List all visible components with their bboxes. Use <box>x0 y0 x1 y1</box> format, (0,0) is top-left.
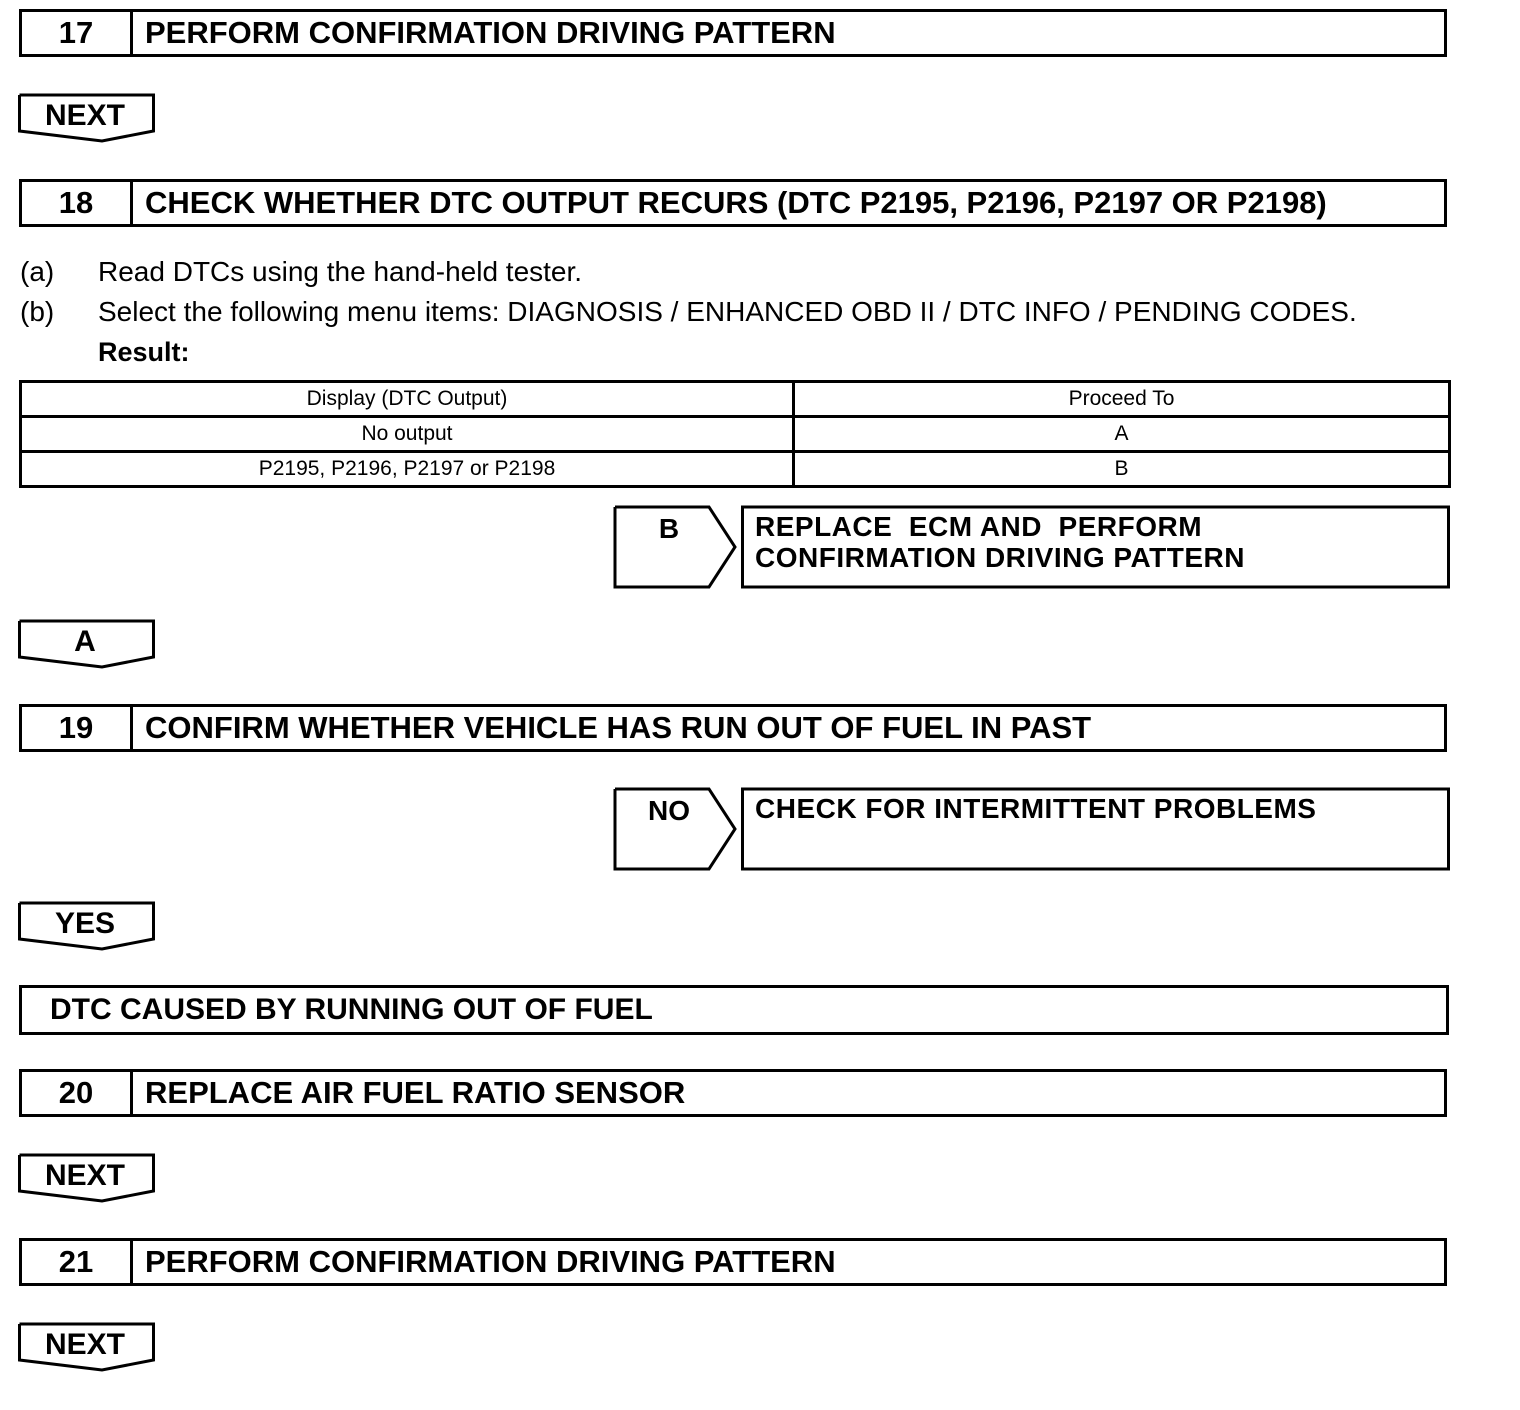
table-header-row <box>21 382 1450 417</box>
step-number: 17 <box>22 12 133 54</box>
step-number: 18 <box>22 182 133 224</box>
result-table <box>19 380 1451 488</box>
a-flow-tab <box>18 619 156 671</box>
table-cell: P2195, P2196, P2197 or P2198 <box>21 452 794 487</box>
table-cell: No output <box>21 417 794 452</box>
table-row <box>21 452 1450 487</box>
step-number: 19 <box>22 707 133 749</box>
step-number: 20 <box>22 1072 133 1114</box>
step-18-box <box>19 179 1447 227</box>
table-row <box>21 417 1450 452</box>
branch-label: NO <box>648 795 690 826</box>
branch-no <box>613 787 1451 871</box>
result-label: Result: <box>98 337 190 367</box>
step-title: PERFORM CONFIRMATION DRIVING PATTERN <box>145 1244 836 1279</box>
instruction-label: (b) <box>20 296 55 327</box>
flow-tab-label: YES <box>54 907 116 940</box>
branch-label: B <box>658 513 680 544</box>
instruction-label: (a) <box>20 256 55 287</box>
table-cell: A <box>794 417 1450 452</box>
instruction-text: Read DTCs using the hand-held tester. <box>98 256 583 287</box>
table-header: Proceed To <box>794 382 1450 417</box>
step-21-box <box>19 1238 1447 1286</box>
step-title: REPLACE AIR FUEL RATIO SENSOR <box>145 1075 686 1110</box>
branch-action-text <box>755 793 1317 824</box>
table-cell: B <box>794 452 1450 487</box>
step-title: CHECK WHETHER DTC OUTPUT RECURS (DTC P2195, P2196, P2197 OR P2198) <box>145 185 1327 220</box>
yes-flow-tab <box>18 901 156 953</box>
step-20-box <box>19 1069 1447 1117</box>
flow-tab-label: NEXT <box>44 1159 125 1192</box>
next-flow-tab <box>18 1322 156 1374</box>
next-flow-tab <box>18 1153 156 1205</box>
step-number: 21 <box>22 1241 133 1283</box>
branch-action-text <box>755 511 1245 573</box>
step-19-box <box>19 704 1447 752</box>
instruction-text: Select the following menu items: DIAGNOSIS / ENHANCED OBD II / DTC INFO / PENDING CODES. <box>98 296 1357 327</box>
table-header: Display (DTC Output) <box>21 382 794 417</box>
branch-action-line: CONFIRMATION DRIVING PATTERN <box>755 542 1245 573</box>
step-17-box <box>19 9 1447 57</box>
flow-tab-label: A <box>74 625 96 658</box>
flow-tab-label: NEXT <box>44 1328 125 1361</box>
step-title: CONFIRM WHETHER VEHICLE HAS RUN OUT OF FUEL IN PAST <box>145 710 1092 745</box>
branch-action-line: CHECK FOR INTERMITTENT PROBLEMS <box>755 793 1317 824</box>
flow-tab-label: NEXT <box>44 99 125 132</box>
step-title: PERFORM CONFIRMATION DRIVING PATTERN <box>145 15 836 50</box>
branch-action-line: REPLACE ECM AND PERFORM <box>755 511 1203 542</box>
branch-b <box>613 505 1451 589</box>
next-flow-tab <box>18 93 156 145</box>
conclusion-box: DTC CAUSED BY RUNNING OUT OF FUEL <box>19 985 1449 1035</box>
